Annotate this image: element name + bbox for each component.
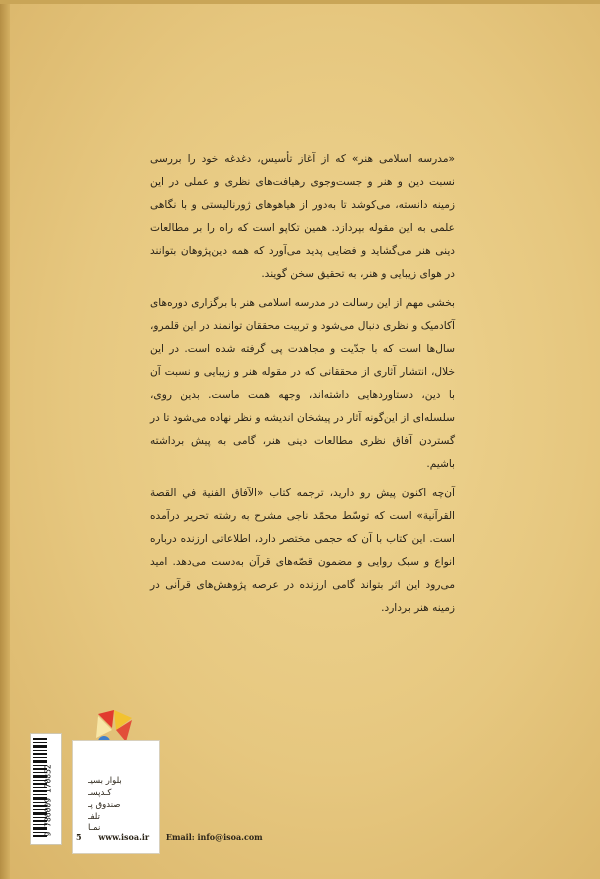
address-line-1: بلوار بسیـ: [88, 776, 122, 786]
blurb-paragraph-3: آن‌چه اکنون پیش رو دارید، ترجمه کتاب «الآفاق الفنية في القصة القرآنية» است که توسّط محمّد ناجی مشرح به رشته تحریر درآمده است. این کتاب با آن که حجمی مختصر دارد، اطلاعاتی ارزنده درباره انواع و سبک روایی و مضمون قصّه‌های قرآن به‌دست می‌دهد. امید می‌رود این اثر بتواند گامی ارزنده در عرصه پژوهش‌های قرآنی در زمینه هنر بردارد.: [150, 487, 455, 614]
website-link[interactable]: www.isoa.ir: [98, 832, 150, 842]
address-line-5: نمـا: [88, 823, 101, 833]
email-link[interactable]: Email: info@isoa.com: [165, 832, 263, 842]
spine-edge: [0, 0, 10, 879]
isbn-number: 9 786009 170852: [43, 764, 53, 837]
contact-line: [76, 832, 277, 842]
edge-number: 5: [76, 832, 82, 842]
address-line-4: تلفـ: [88, 812, 100, 822]
address-line-2: کـدپسـ: [88, 788, 112, 798]
blurb-paragraph-2: بخشی مهم از این رسالت در مدرسه اسلامی هنر با برگزاری دوره‌های آکادمیک و نظری دنبال می‌شود و تربیت محققان توانمند در این قلمرو، سال‌ها است که با جدّیت و مجاهدت پی گرفته شده است. در این خلال، انتشار آثاری از محققانی که در مقوله هنر و زیبایی و نسبت آن با دین، دستاوردهایی داشته‌اند، وجهه همت ماست. بدین روی، سلسله‌ای از این‌گونه آثار در پیشخان اندیشه و نظر نهاده می‌شود تا در گستردن آفاق نظری مطالعات دینی هنر، گامی به پیش برداشته باشیم.: [150, 297, 455, 470]
blurb-paragraph-1: «مدرسه اسلامی هنر» که از آغاز تأسیس، دغدغه خود را بررسی نسبت دین و هنر و جست‌وجوی رهیافت‌های نظری و عملی در این زمینه دانسته، می‌کوشد تا به‌دور از هیاهوهای ژورنالیستی و با نگاهی علمی به این مقوله بپردازد. همین تکاپو است که راه را بر مطالعات دینی هنر می‌گشاید و فضایی پدید می‌آورد که همه دین‌پژوهان بتوانند در هوای زیبایی و هنر، به تحقیق سخن گویند.: [150, 153, 455, 280]
isbn-barcode: [30, 733, 62, 845]
top-edge: [0, 0, 600, 4]
blurb-text: [150, 148, 455, 626]
address-line-3: صندوق پـ: [88, 800, 121, 810]
